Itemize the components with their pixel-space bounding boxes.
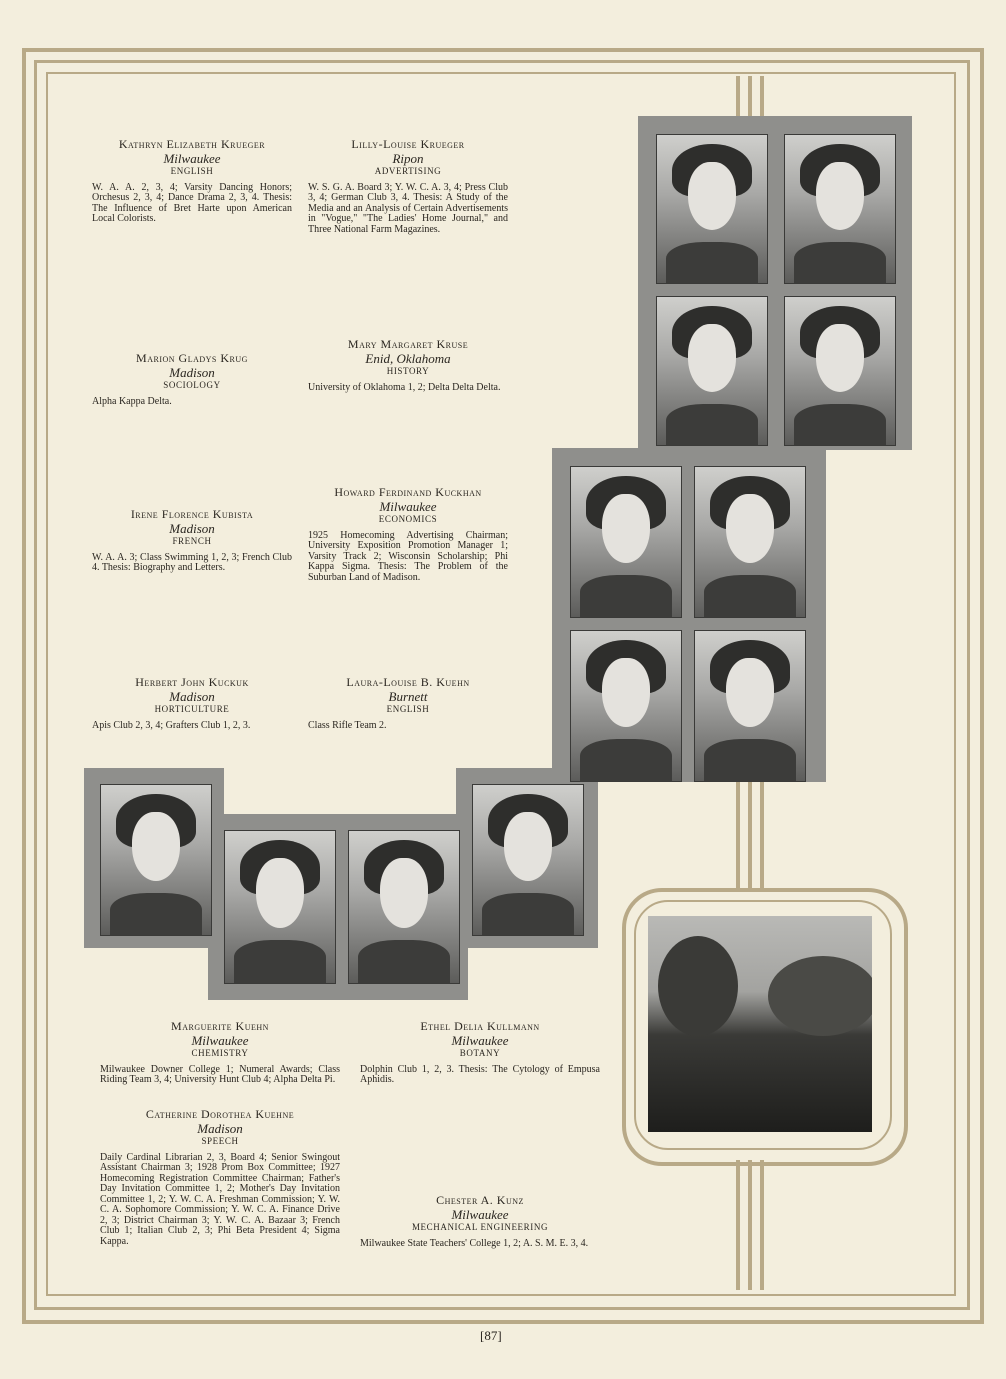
person-city: Ripon <box>392 150 424 166</box>
person-ethel-kullmann <box>360 1020 600 1086</box>
portrait-photo <box>656 296 768 446</box>
person-activities: University of Oklahoma 1, 2; Delta Delta Delta. <box>308 381 501 393</box>
portrait-photo <box>348 830 460 984</box>
person-city: Milwaukee <box>451 1032 509 1048</box>
person-city: Madison <box>197 1120 243 1136</box>
person-activities: W. A. A. 3; Class Swimming 1, 2, 3; French Club 4. Thesis: Biography and Letters. <box>92 551 292 574</box>
portrait-photo <box>694 466 806 618</box>
person-name: Kathryn Elizabeth Krueger <box>118 137 266 151</box>
ornament-bar <box>748 1160 752 1290</box>
person-activities: Alpha Kappa Delta. <box>92 395 172 407</box>
portrait-photo <box>570 466 682 618</box>
person-name: Howard Ferdinand Kuckhan <box>334 485 482 499</box>
person-marguerite-kuehn <box>100 1020 340 1086</box>
person-major: ENGLISH <box>170 166 214 177</box>
person-activities: Class Rifle Team 2. <box>308 719 387 731</box>
person-major: SOCIOLOGY <box>163 380 221 391</box>
person-city: Madison <box>169 520 215 536</box>
person-catherine-kuehne <box>100 1108 340 1247</box>
portrait-photo <box>472 784 584 936</box>
ornament-bar <box>760 1160 764 1290</box>
ornament-bar <box>736 1160 740 1290</box>
person-city: Enid, Oklahoma <box>365 350 451 366</box>
person-major: HISTORY <box>386 366 430 377</box>
person-activities: Milwaukee State Teachers' College 1, 2; A. S. M. E. 3, 4. <box>360 1237 589 1249</box>
person-city: Milwaukee <box>451 1206 509 1222</box>
person-name: Herbert John Kuckuk <box>135 675 249 689</box>
person-major: ADVERTISING <box>374 166 442 177</box>
person-name: Lilly-Louise Krueger <box>351 137 465 151</box>
ornament-bar <box>760 780 764 890</box>
person-name: Ethel Delia Kullmann <box>420 1019 540 1033</box>
person-activities: 1925 Homecoming Advertising Chairman; University Exposition Promotion Manager 1; Varsity Track 2; Wisconsin Scholarship; Phi Kappa Sigma. Thesis: The Problem of the Suburban Land of Madison. <box>308 529 508 583</box>
person-activities: Milwaukee Downer College 1; Numeral Awards; Class Riding Team 3, 4; University Hunt Club 4; Alpha Delta Pi. <box>100 1063 340 1086</box>
person-major: SPEECH <box>201 1136 239 1147</box>
ornament-bar <box>748 780 752 890</box>
portrait-photo <box>100 784 212 936</box>
person-activities: Dolphin Club 1, 2, 3. Thesis: The Cytology of Empusa Aphidis. <box>360 1063 600 1086</box>
person-herbert-kuckuk <box>92 676 292 731</box>
person-name: Marion Gladys Krug <box>136 351 248 365</box>
portrait-photo <box>224 830 336 984</box>
person-major: ENGLISH <box>386 704 430 715</box>
person-mary-kruse <box>308 338 508 393</box>
person-city: Burnett <box>388 688 428 704</box>
person-name: Mary Margaret Kruse <box>347 337 469 351</box>
person-name: Laura-Louise B. Kuehn <box>346 675 470 689</box>
person-name: Marguerite Kuehn <box>171 1019 269 1033</box>
person-marion-krug <box>92 352 292 407</box>
portrait-photo <box>656 134 768 284</box>
person-name: Irene Florence Kubista <box>130 507 254 521</box>
person-irene-kubista <box>92 508 292 574</box>
person-major: CHEMISTRY <box>191 1048 249 1059</box>
person-city: Milwaukee <box>379 498 437 514</box>
person-howard-kuckhan <box>308 486 508 583</box>
person-activities: Apis Club 2, 3, 4; Grafters Club 1, 2, 3. <box>92 719 251 731</box>
ornament-bar <box>736 780 740 890</box>
portrait-photo <box>784 296 896 446</box>
ornament-bar <box>760 76 764 116</box>
person-major: FRENCH <box>172 536 212 547</box>
person-city: Milwaukee <box>191 1032 249 1048</box>
person-major: HORTICULTURE <box>154 704 230 715</box>
landscape-photo <box>648 916 872 1132</box>
ornament-bar <box>736 76 740 116</box>
portrait-photo <box>784 134 896 284</box>
ornament-bar <box>748 76 752 116</box>
person-name: Catherine Dorothea Kuehne <box>145 1107 295 1121</box>
person-major: BOTANY <box>459 1048 501 1059</box>
person-laura-louise-kuehn <box>308 676 508 731</box>
person-city: Madison <box>169 688 215 704</box>
person-major: ECONOMICS <box>378 514 438 525</box>
portrait-photo <box>694 630 806 782</box>
person-major: MECHANICAL ENGINEERING <box>411 1222 549 1233</box>
person-lilly-louise-krueger <box>308 138 508 235</box>
person-name: Chester A. Kunz <box>436 1193 524 1207</box>
person-city: Madison <box>169 364 215 380</box>
person-kathryn-krueger <box>92 138 292 225</box>
page-number: [87] <box>480 1328 502 1343</box>
person-chester-kunz <box>360 1194 600 1249</box>
portrait-photo <box>570 630 682 782</box>
person-activities: W. A. A. 2, 3, 4; Varsity Dancing Honors; Orchesus 2, 3, 4; Dance Drama 2, 3, 4. Thesis: The Influence of Bret Harte upon American Local Colorists. <box>92 181 292 225</box>
person-activities: Daily Cardinal Librarian 2, 3, Board 4; Senior Swingout Assistant Chairman 3; 1928 Prom Box Committee; 1927 Homecoming Registration Committee Chairman; Father's Day Invitation Committee 1, 2; Mother's Day Invitation Committee 1, 2; Y. W. C. A. Freshman Commission; Y. W. C. A. Sophomore Commission; Y. W. C. A. Finance Drive 2, 3; District Chairman 3; Y. W. C. A. Bazaar 3; French Club 1; Italian Club 2, 3; Phi Beta President 4; Sigma Kappa. <box>100 1151 340 1247</box>
person-city: Milwaukee <box>163 150 221 166</box>
person-activities: W. S. G. A. Board 3; Y. W. C. A. 3, 4; Press Club 3, 4; German Club 3, 4. Thesis: A Study of the Media and an Analysis of Certain Advertisements in "Vogue," "The Ladies' Home Journal," and Three National Farm Magazines. <box>308 181 508 235</box>
